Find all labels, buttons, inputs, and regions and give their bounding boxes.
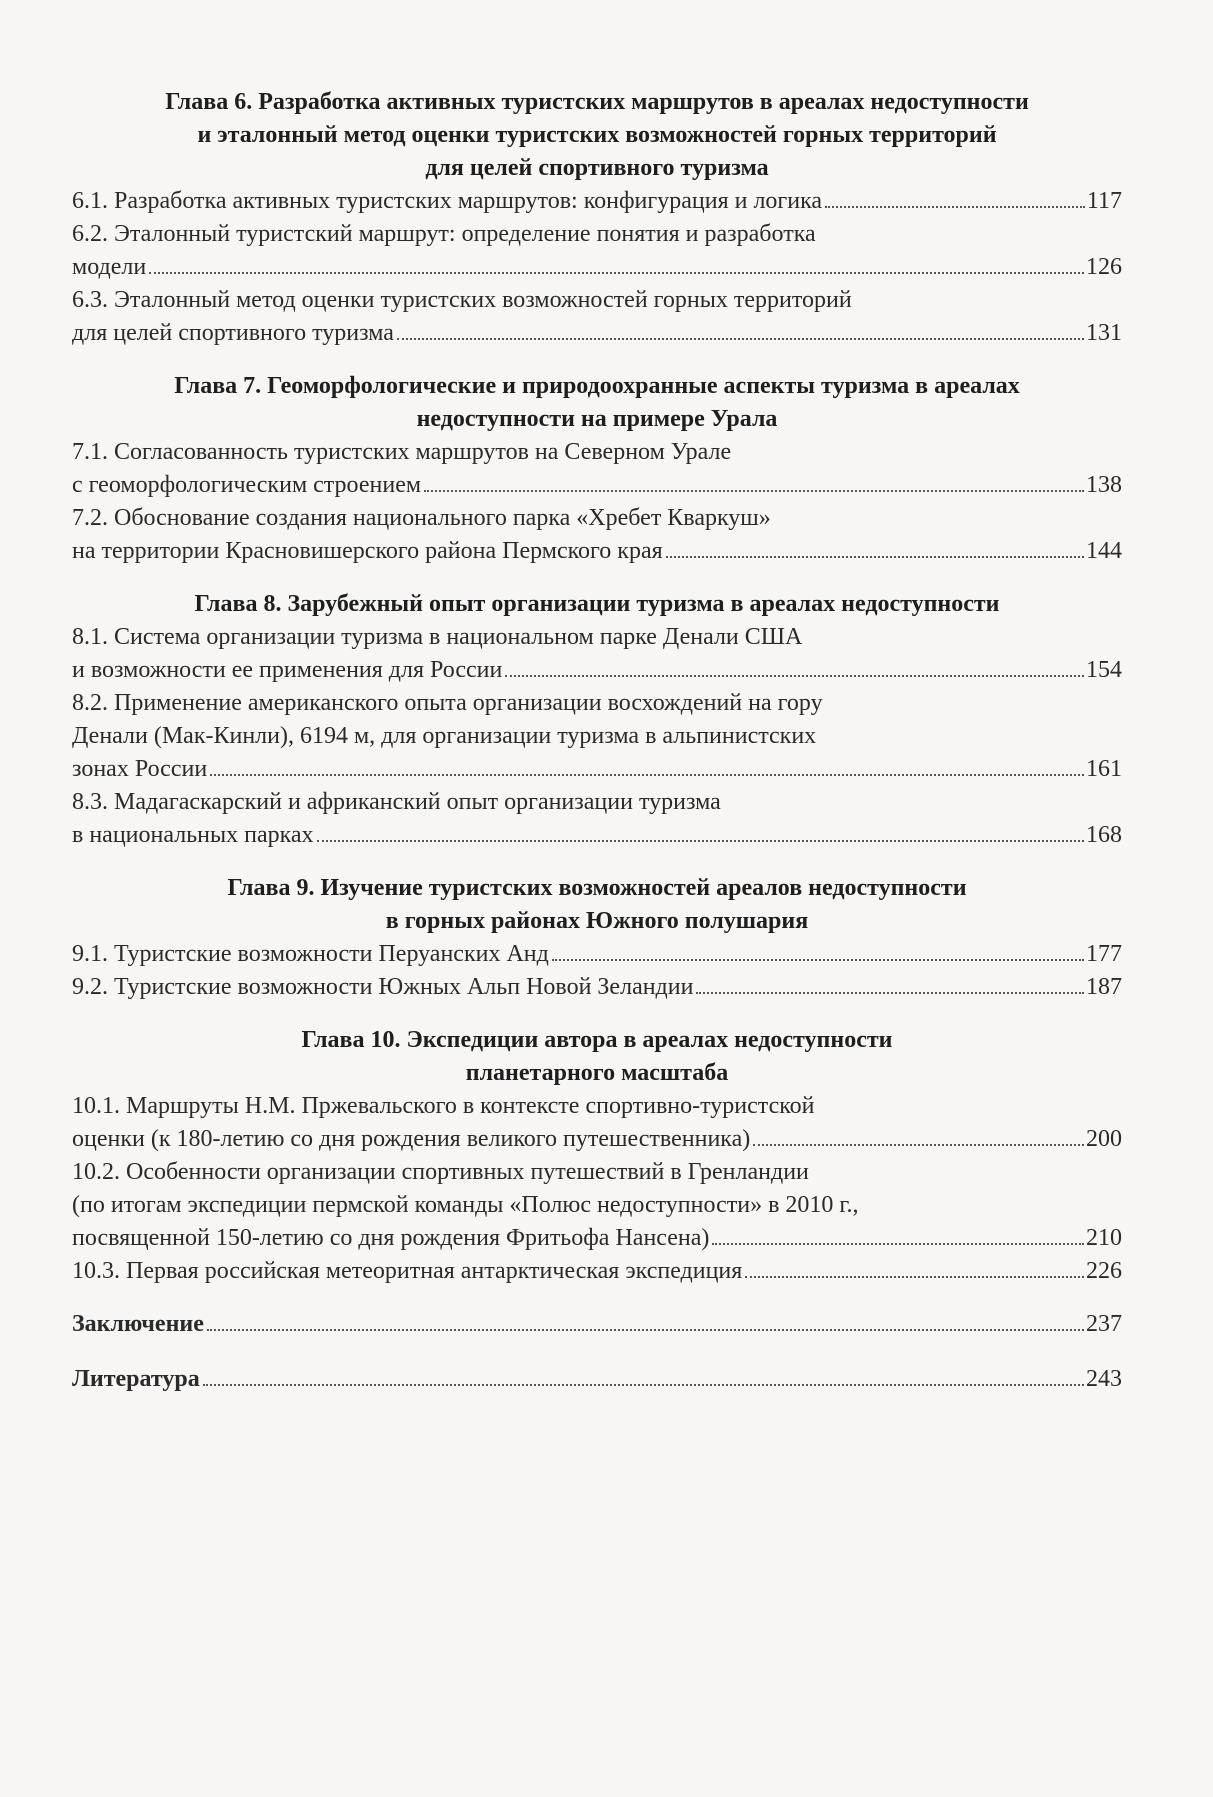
toc-final-entry[interactable] [72, 1308, 1122, 1341]
page-number: 154 [1086, 657, 1122, 683]
chapter-title-line: Глава 6. Разработка активных туристских маршрутов в ареалах недоступности [165, 89, 1029, 115]
toc-entry-line: на территории Красновишерского района Пермского края [72, 538, 663, 564]
toc-entry-line: модели [72, 254, 147, 280]
dot-leader [424, 490, 1084, 492]
chapter-title-line: Глава 9. Изучение туристских возможностей ареалов недоступности [227, 875, 967, 901]
toc-entry-line: 8.1. Система организации туризма в национальном парке Денали США [72, 624, 803, 650]
toc-entry-line: (по итогам экспедиции пермской команды «Полюс недоступности» в 2010 г., [72, 1192, 859, 1218]
dot-leader [505, 675, 1084, 677]
chapter-title-line: для целей спортивного туризма [425, 155, 769, 181]
dot-leader [666, 556, 1084, 558]
toc-entry-line: с геоморфологическим строением [72, 472, 422, 498]
toc-entry-line: 9.1. Туристские возможности Перуанских Анд [72, 941, 549, 967]
toc-entry-line: для целей спортивного туризма [72, 320, 394, 346]
dot-leader [753, 1144, 1084, 1146]
chapter-title-line: в горных районах Южного полушария [385, 908, 809, 934]
page-number: 117 [1086, 188, 1122, 214]
page-number: 210 [1086, 1225, 1122, 1251]
toc-entry-line: 9.2. Туристские возможности Южных Альп Новой Зеландии [72, 974, 694, 1000]
page-number: 126 [1086, 254, 1122, 280]
dot-leader [825, 206, 1085, 208]
toc-final-label: Литература [72, 1366, 200, 1392]
dot-leader [210, 774, 1084, 776]
toc-entry[interactable] [72, 218, 1122, 284]
toc-entry[interactable] [72, 1090, 1122, 1156]
toc-entry-line: 10.2. Особенности организации спортивных путешествий в Гренландии [72, 1159, 809, 1185]
dot-leader [317, 840, 1084, 842]
toc-final-label: Заключение [72, 1311, 204, 1337]
toc-entry[interactable] [72, 687, 1122, 786]
toc-entry-line: 6.3. Эталонный метод оценки туристских возможностей горных территорий [72, 287, 852, 313]
toc-entry[interactable] [72, 284, 1122, 350]
toc-entry-line: и возможности ее применения для России [72, 657, 503, 683]
dot-leader [745, 1276, 1084, 1278]
toc-entry-line: посвященной 150-летию со дня рождения Фритьофа Нансена) [72, 1225, 710, 1251]
toc-entry-line: оценки (к 180-летию со дня рождения великого путешественника) [72, 1126, 751, 1152]
toc-entry[interactable] [72, 436, 1122, 502]
toc-entry-line: Денали (Мак-Кинли), 6194 м, для организации туризма в альпинистских [72, 723, 817, 749]
chapter-title [72, 370, 1122, 436]
chapter-section [72, 370, 1122, 568]
chapter-title [72, 588, 1122, 621]
chapter-section [72, 872, 1122, 1004]
toc-entry[interactable] [72, 971, 1122, 1004]
dot-leader [397, 338, 1084, 340]
chapter-title [72, 872, 1122, 938]
page-number: 131 [1086, 320, 1122, 346]
page-number: 187 [1086, 974, 1122, 1000]
page-number: 161 [1086, 756, 1122, 782]
toc-entry-line: 7.2. Обоснование создания национального парка «Хребет Кваркуш» [72, 505, 771, 531]
chapter-title-line: планетарного масштаба [465, 1060, 729, 1086]
dot-leader [207, 1329, 1084, 1331]
dot-leader [203, 1384, 1084, 1386]
table-of-contents [72, 86, 1122, 1418]
toc-entry-line: 7.1. Согласованность туристских маршрутов на Северном Урале [72, 439, 732, 465]
toc-entry[interactable] [72, 938, 1122, 971]
chapter-title [72, 86, 1122, 185]
chapter-section [72, 1024, 1122, 1288]
toc-entry-line: 6.2. Эталонный туристский маршрут: определение понятия и разработка [72, 221, 816, 247]
chapter-title-line: недоступности на примере Урала [416, 406, 778, 432]
chapter-title [72, 1024, 1122, 1090]
toc-entry[interactable] [72, 786, 1122, 852]
dot-leader [696, 992, 1084, 994]
page-number: 138 [1086, 472, 1122, 498]
toc-entry[interactable] [72, 1156, 1122, 1255]
dot-leader [149, 272, 1084, 274]
page-number: 144 [1086, 538, 1122, 564]
toc-entry-line: 6.1. Разработка активных туристских маршрутов: конфигурация и логика [72, 188, 823, 214]
toc-entry-line: 8.2. Применение американского опыта организации восхождений на гору [72, 690, 823, 716]
page-number: 226 [1086, 1258, 1122, 1284]
chapter-section [72, 86, 1122, 350]
toc-entry[interactable] [72, 185, 1122, 218]
toc-entry-line: 10.1. Маршруты Н.М. Пржевальского в контексте спортивно-туристской [72, 1093, 815, 1119]
page-number: 168 [1086, 822, 1122, 848]
toc-entry-line: зонах России [72, 756, 208, 782]
toc-entry[interactable] [72, 1255, 1122, 1288]
dot-leader [712, 1243, 1084, 1245]
toc-entry[interactable] [72, 502, 1122, 568]
toc-entry-line: 10.3. Первая российская метеоритная антарктическая экспедиция [72, 1258, 743, 1284]
dot-leader [552, 959, 1084, 961]
page-number: 237 [1086, 1311, 1122, 1337]
page-number: 243 [1086, 1366, 1122, 1392]
toc-entry[interactable] [72, 621, 1122, 687]
toc-entry-line: 8.3. Мадагаскарский и африканский опыт организации туризма [72, 789, 721, 815]
page-number: 177 [1086, 941, 1122, 967]
toc-final-entry[interactable] [72, 1363, 1122, 1396]
chapter-title-line: Глава 8. Зарубежный опыт организации туризма в ареалах недоступности [194, 591, 1000, 617]
page-number: 200 [1086, 1126, 1122, 1152]
chapter-title-line: Глава 7. Геоморфологические и природоохранные аспекты туризма в ареалах [174, 373, 1020, 399]
chapter-section [72, 588, 1122, 852]
chapter-title-line: Глава 10. Экспедиции автора в ареалах недоступности [301, 1027, 893, 1053]
toc-entry-line: в национальных парках [72, 822, 314, 848]
chapter-title-line: и эталонный метод оценки туристских возможностей горных территорий [197, 122, 997, 148]
